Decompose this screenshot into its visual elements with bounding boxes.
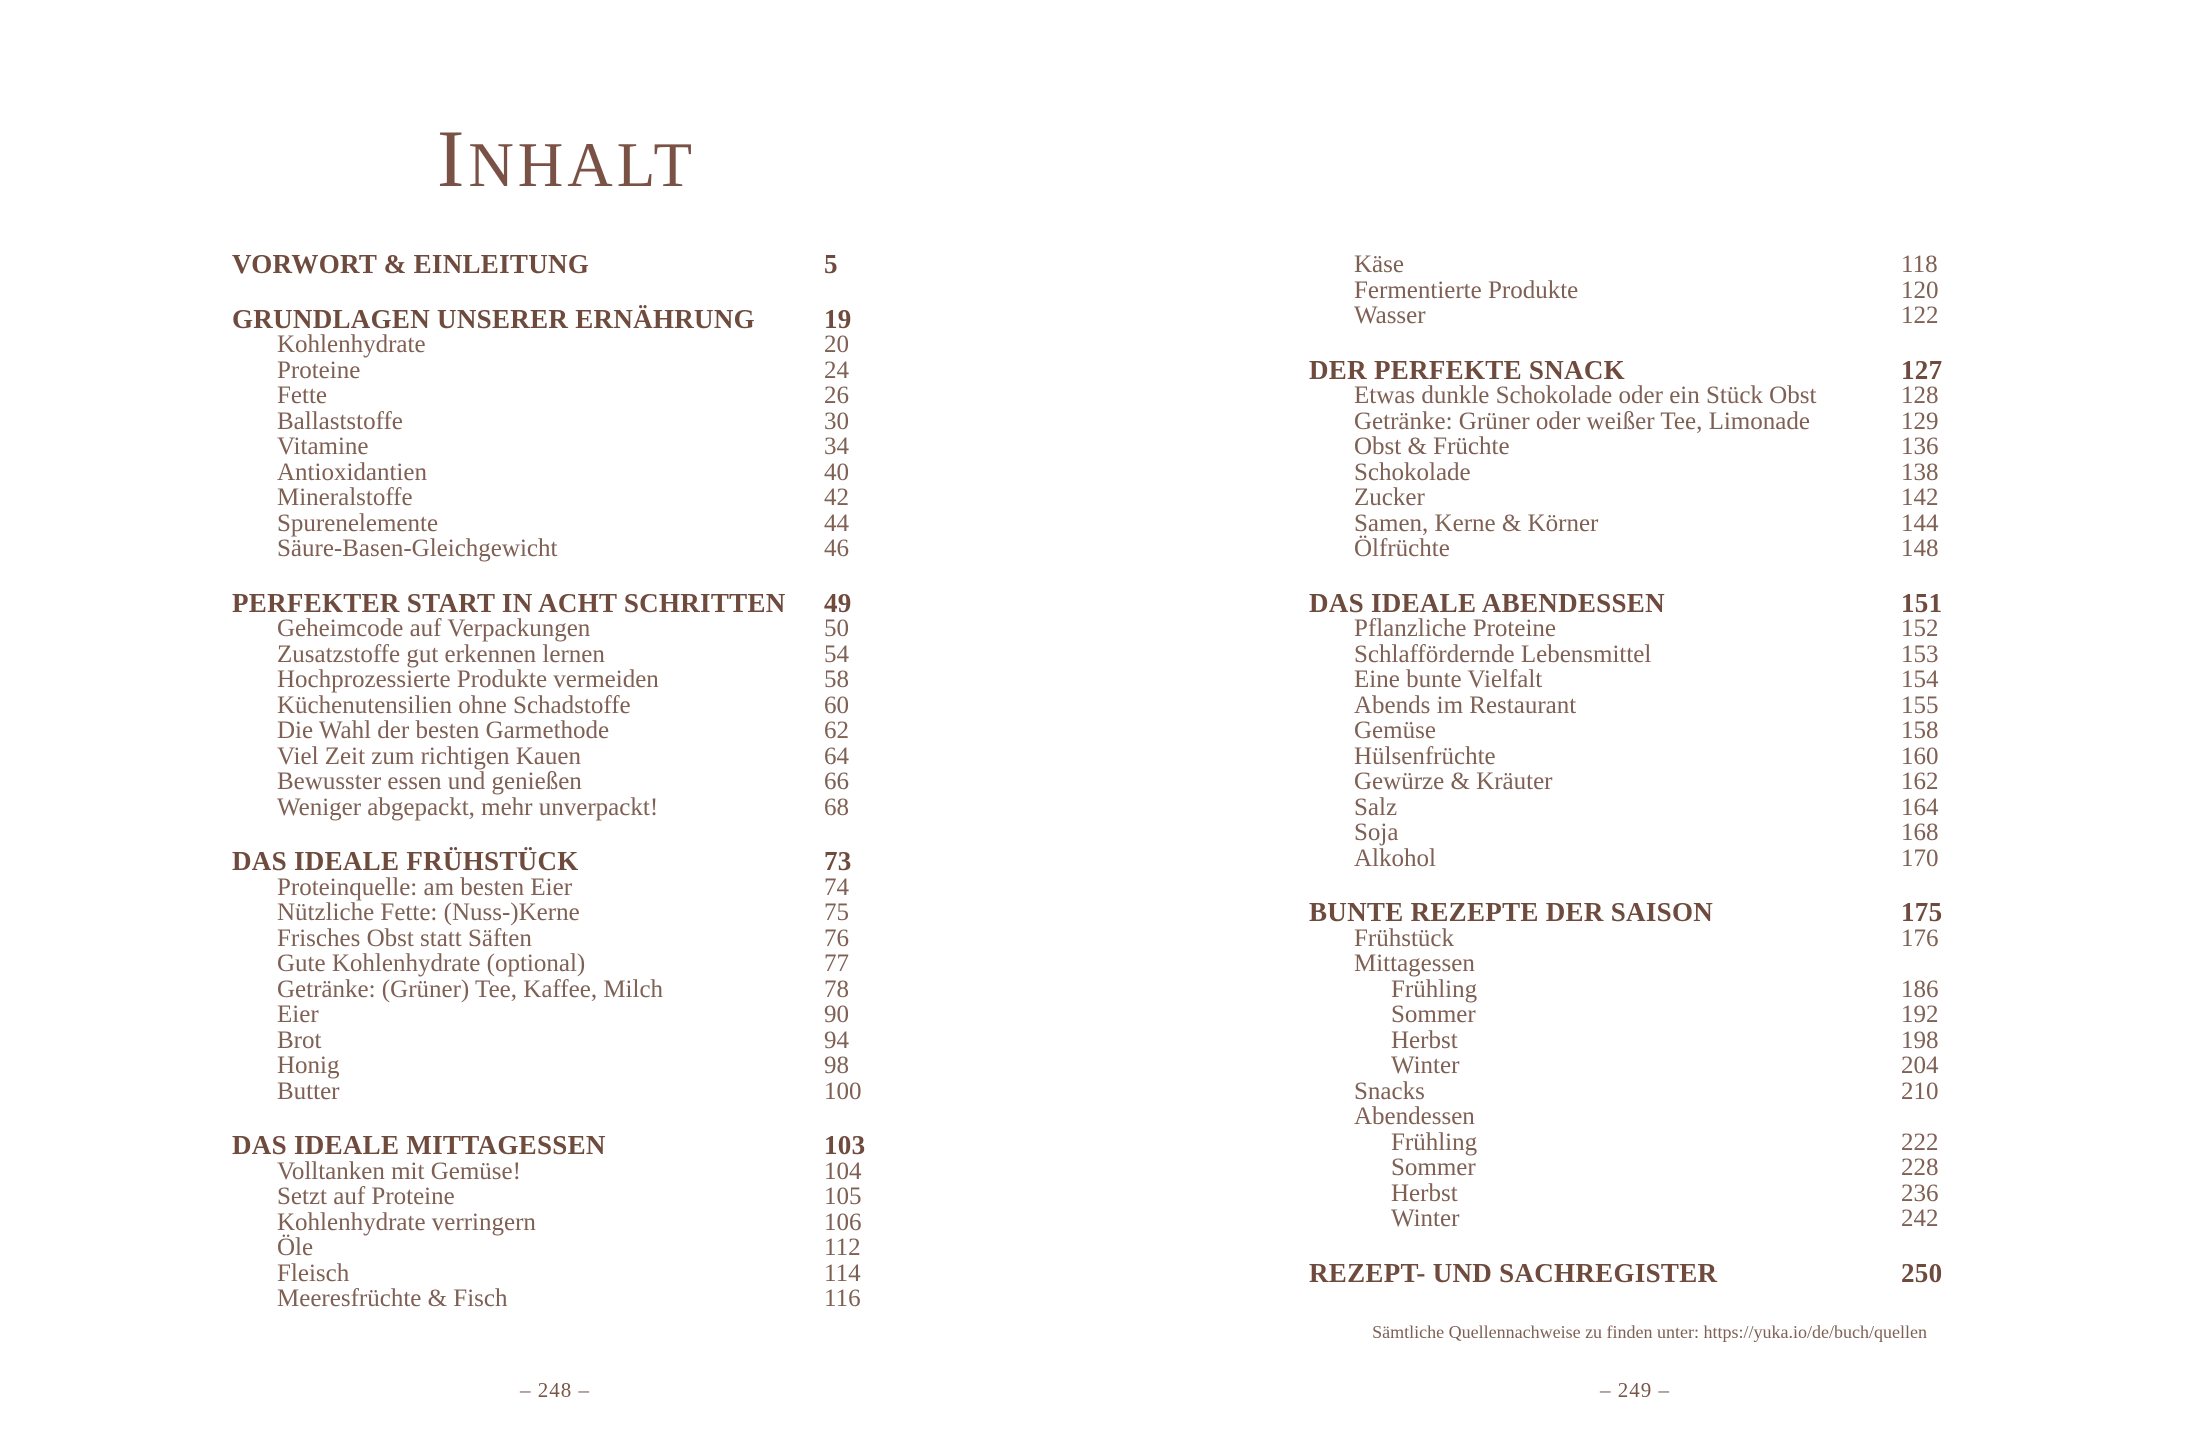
toc-entry-page: 60 xyxy=(824,691,849,719)
toc-entry-page: 228 xyxy=(1901,1154,1939,1181)
toc-row xyxy=(1309,303,2029,329)
toc-entry-page: 155 xyxy=(1901,691,1939,719)
toc-entry-page: 105 xyxy=(824,1183,862,1210)
toc-row xyxy=(232,1184,932,1210)
toc-entry-label: Proteinquelle: am besten Eier xyxy=(277,873,573,901)
toc-entry-page: 68 xyxy=(824,793,849,821)
toc-entry-page: 112 xyxy=(824,1234,861,1261)
toc-row xyxy=(1309,1130,2029,1156)
toc-row xyxy=(1309,1028,2029,1054)
toc-section-title: PERFEKTER START IN ACHT SCHRITTEN xyxy=(232,587,786,618)
toc-row xyxy=(232,358,932,384)
toc-entry-label: Frühling xyxy=(1391,1128,1478,1156)
toc-row xyxy=(1309,693,2029,719)
toc-entry-page: 168 xyxy=(1901,819,1939,846)
toc-entry-label: Die Wahl der besten Garmethode xyxy=(277,717,610,744)
toc-entry-label: Vitamine xyxy=(277,433,369,460)
toc-entry-page: 158 xyxy=(1901,717,1939,744)
toc-entry-page: 40 xyxy=(824,458,849,486)
toc-row xyxy=(232,409,932,435)
footnote: Sämtliche Quellennachweise zu finden unter: https://yuka.io/de/buch/quellen xyxy=(1372,1322,1927,1342)
toc-entry-label: Zucker xyxy=(1354,484,1425,511)
toc-row xyxy=(232,875,932,901)
toc-entry-page: 204 xyxy=(1901,1052,1939,1079)
toc-section-title: DAS IDEALE MITTAGESSEN xyxy=(232,1130,606,1160)
toc-entry-page: 128 xyxy=(1901,382,1939,409)
toc-entry-label: Fleisch xyxy=(277,1259,350,1287)
toc-section-header xyxy=(1309,1257,2029,1288)
toc-entry-label: Fette xyxy=(277,382,327,409)
toc-row xyxy=(1309,642,2029,668)
toc-section xyxy=(232,249,932,279)
toc-section-title: REZEPT- UND SACHREGISTER xyxy=(1309,1257,1718,1288)
toc-row xyxy=(232,900,932,926)
page-number-left: – 248 – xyxy=(520,1378,590,1402)
toc-entry-label: Soja xyxy=(1354,819,1399,846)
toc-row xyxy=(1309,718,2029,744)
toc-entry-label: Setzt auf Proteine xyxy=(277,1183,455,1210)
toc-row xyxy=(232,693,932,719)
toc-entry-label: Abendessen xyxy=(1354,1103,1475,1130)
toc-entry-label: Meeresfrüchte & Fisch xyxy=(277,1285,508,1312)
toc-entry-label: Abends im Restaurant xyxy=(1354,691,1577,719)
toc-entry-page: 236 xyxy=(1901,1179,1939,1207)
toc-entry-page: 242 xyxy=(1901,1205,1939,1232)
toc-entry-page: 164 xyxy=(1901,793,1939,821)
toc-entry-page: 154 xyxy=(1901,666,1939,693)
toc-entry-label: Eine bunte Vielfalt xyxy=(1354,666,1543,693)
toc-row xyxy=(1309,434,2029,460)
toc-entry-page: 30 xyxy=(824,407,849,435)
toc-entry-page: 138 xyxy=(1901,458,1939,486)
toc-entry-page: 118 xyxy=(1901,251,1938,278)
toc-row xyxy=(1309,769,2029,795)
toc-row xyxy=(232,332,932,358)
toc-entry-label: Honig xyxy=(277,1052,340,1079)
toc-entry-label: Obst & Früchte xyxy=(1354,433,1510,460)
toc-row xyxy=(1309,409,2029,435)
toc-entry-label: Säure-Basen-Gleichgewicht xyxy=(277,535,558,562)
toc-entry-page: 94 xyxy=(824,1026,849,1054)
page-title xyxy=(437,113,696,204)
toc-entry-page: 210 xyxy=(1901,1077,1939,1105)
toc-row xyxy=(232,769,932,795)
toc-row xyxy=(232,1159,932,1185)
toc-section xyxy=(1309,587,2029,872)
toc-entry-label: Gewürze & Kräuter xyxy=(1354,768,1553,795)
toc-row xyxy=(1309,460,2029,486)
toc-entry-label: Nützliche Fette: (Nuss-)Kerne xyxy=(277,899,580,926)
toc-entry-label: Getränke: (Grüner) Tee, Kaffee, Milch xyxy=(277,975,664,1003)
toc-row xyxy=(232,667,932,693)
toc-row xyxy=(1309,1002,2029,1028)
toc-section-page: 151 xyxy=(1901,587,1943,618)
toc-row xyxy=(232,1210,932,1236)
toc-entry-label: Alkohol xyxy=(1354,844,1436,872)
toc-section xyxy=(1309,354,2029,562)
toc-row xyxy=(232,1235,932,1261)
toc-entry-label: Sommer xyxy=(1391,1154,1476,1181)
toc-entry-label: Herbst xyxy=(1391,1026,1458,1054)
toc-right-column xyxy=(1309,252,2029,1286)
toc-entry-label: Butter xyxy=(277,1077,340,1105)
toc-entry-page: 129 xyxy=(1901,407,1939,435)
toc-entry-label: Kohlenhydrate xyxy=(277,331,426,358)
toc-row xyxy=(232,616,932,642)
toc-entry-page: 54 xyxy=(824,640,849,668)
toc-entry-page: 78 xyxy=(824,975,849,1003)
toc-section-page: 103 xyxy=(824,1130,866,1160)
toc-row xyxy=(232,1002,932,1028)
toc-entry-page: 76 xyxy=(824,924,849,952)
toc-entry-page: 104 xyxy=(824,1157,862,1185)
toc-entry-label: Weniger abgepackt, mehr unverpackt! xyxy=(277,793,659,821)
toc-entry-label: Ölfrüchte xyxy=(1354,535,1450,562)
page-title-initial: I xyxy=(437,113,469,204)
toc-entry-page: 66 xyxy=(824,768,849,795)
toc-row xyxy=(232,460,932,486)
toc-entry-page: 136 xyxy=(1901,433,1939,460)
toc-section-header xyxy=(1309,897,2029,927)
toc-row xyxy=(1309,667,2029,693)
toc-row xyxy=(232,434,932,460)
toc-entry-label: Schokolade xyxy=(1354,458,1471,486)
toc-section-page: 250 xyxy=(1901,1257,1943,1288)
toc-entry-label: Snacks xyxy=(1354,1077,1425,1105)
toc-entry-label: Spurenelemente xyxy=(277,509,439,537)
toc-section-page: 127 xyxy=(1901,354,1943,385)
page-title-rest: NHALT xyxy=(468,130,696,200)
toc-section xyxy=(232,587,932,821)
toc-row xyxy=(1309,1053,2029,1079)
toc-entry-label: Zusatzstoffe gut erkennen lernen xyxy=(277,640,605,668)
toc-entry-label: Getränke: Grüner oder weißer Tee, Limonade xyxy=(1354,407,1810,435)
toc-section-header xyxy=(232,587,932,618)
toc-entry-page: 75 xyxy=(824,899,849,926)
toc-entry-page: 100 xyxy=(824,1077,862,1105)
toc-entry-page: 122 xyxy=(1901,302,1939,329)
toc-section xyxy=(232,1130,932,1312)
toc-entry-page: 64 xyxy=(824,742,849,770)
toc-row xyxy=(232,795,932,821)
toc-row xyxy=(232,977,932,1003)
toc-entry-label: Ballaststoffe xyxy=(277,407,403,435)
toc-row xyxy=(1309,951,2029,977)
toc-entry-label: Öle xyxy=(277,1234,314,1261)
toc-entry-label: Mineralstoffe xyxy=(277,484,413,511)
toc-row xyxy=(232,536,932,562)
toc-row xyxy=(1309,1104,2029,1130)
toc-row xyxy=(232,718,932,744)
toc-row xyxy=(1309,1155,2029,1181)
toc-row xyxy=(232,744,932,770)
toc-section xyxy=(232,303,932,562)
toc-row xyxy=(1309,1206,2029,1232)
toc-section-header xyxy=(1309,587,2029,618)
toc-entry-page: 142 xyxy=(1901,484,1939,511)
toc-entry-label: Winter xyxy=(1391,1205,1460,1232)
toc-entry-label: Frühling xyxy=(1391,975,1478,1003)
toc-row xyxy=(1309,536,2029,562)
toc-entry-label: Hülsenfrüchte xyxy=(1354,742,1496,770)
toc-entry-label: Kohlenhydrate verringern xyxy=(277,1208,536,1236)
toc-section-title: DAS IDEALE ABENDESSEN xyxy=(1309,587,1665,618)
toc-entry-label: Etwas dunkle Schokolade oder ein Stück Obst xyxy=(1354,382,1817,409)
toc-row xyxy=(1309,511,2029,537)
page-number-right: – 249 – xyxy=(1600,1378,1670,1402)
toc-row xyxy=(1309,820,2029,846)
toc-entry-page: 20 xyxy=(824,331,849,358)
toc-row xyxy=(1309,1079,2029,1105)
toc-entry-label: Pflanzliche Proteine xyxy=(1354,615,1557,642)
toc-entry-page: 153 xyxy=(1901,640,1939,668)
toc-entry-label: Frühstück xyxy=(1354,924,1454,952)
toc-entry-label: Eier xyxy=(277,1001,319,1028)
toc-entry-label: Viel Zeit zum richtigen Kauen xyxy=(277,742,581,770)
toc-entry-label: Fermentierte Produkte xyxy=(1354,276,1579,304)
toc-entry-page: 24 xyxy=(824,356,849,384)
toc-row xyxy=(1309,846,2029,872)
toc-row xyxy=(232,485,932,511)
toc-entry-label: Sommer xyxy=(1391,1001,1476,1028)
toc-entry-page: 148 xyxy=(1901,535,1939,562)
toc-row xyxy=(232,1053,932,1079)
toc-entry-page: 198 xyxy=(1901,1026,1939,1054)
toc-row xyxy=(1309,616,2029,642)
toc-entry-label: Herbst xyxy=(1391,1179,1458,1207)
toc-section-page: 49 xyxy=(824,587,852,618)
toc-entry-page: 74 xyxy=(824,873,849,901)
toc-entry-page: 34 xyxy=(824,433,849,460)
toc-entry-page: 192 xyxy=(1901,1001,1939,1028)
toc-row xyxy=(1309,926,2029,952)
toc-entry-page: 160 xyxy=(1901,742,1939,770)
toc-entry-page: 98 xyxy=(824,1052,849,1079)
toc-row xyxy=(232,642,932,668)
toc-row xyxy=(1309,744,2029,770)
toc-entry-label: Winter xyxy=(1391,1052,1460,1079)
toc-row xyxy=(232,383,932,409)
toc-entry-page: 152 xyxy=(1901,615,1939,642)
toc-section xyxy=(1309,1257,2029,1288)
toc-section-page: 19 xyxy=(824,303,852,334)
toc-entry-label: Gute Kohlenhydrate (optional) xyxy=(277,950,586,977)
toc-entry-label: Brot xyxy=(277,1026,322,1054)
toc-section xyxy=(232,846,932,1105)
toc-section-title: GRUNDLAGEN UNSERER ERNÄHRUNG xyxy=(232,303,755,334)
toc-section-page: 175 xyxy=(1901,897,1943,927)
toc-entry-page: 170 xyxy=(1901,844,1939,872)
toc-entry-label: Küchenutensilien ohne Schadstoffe xyxy=(277,691,631,719)
toc-entry-page: 77 xyxy=(824,950,849,977)
toc-entry-label: Salz xyxy=(1354,793,1398,821)
toc-row xyxy=(232,511,932,537)
toc-entry-page: 42 xyxy=(824,484,849,511)
toc-row xyxy=(1309,485,2029,511)
toc-entry-page: 58 xyxy=(824,666,849,693)
toc-row xyxy=(1309,1181,2029,1207)
toc-entry-label: Samen, Kerne & Körner xyxy=(1354,509,1599,537)
toc-entry-page: 46 xyxy=(824,535,849,562)
toc-entry-page: 44 xyxy=(824,509,849,537)
toc-row xyxy=(232,1286,932,1312)
toc-entry-label: Mittagessen xyxy=(1354,950,1475,977)
toc-row xyxy=(1309,977,2029,1003)
toc-section xyxy=(1309,897,2029,1232)
toc-entry-page: 116 xyxy=(824,1285,861,1312)
toc-entry-label: Volltanken mit Gemüse! xyxy=(277,1157,521,1185)
toc-section-header xyxy=(232,303,932,334)
toc-entry-label: Käse xyxy=(1354,251,1404,278)
toc-section-header xyxy=(232,846,932,876)
toc-row xyxy=(232,1261,932,1287)
toc-entry-label: Wasser xyxy=(1354,302,1426,329)
toc-entry-page: 222 xyxy=(1901,1128,1939,1156)
toc-section-header xyxy=(232,1130,932,1160)
toc-entry-label: Antioxidantien xyxy=(277,458,427,486)
toc-entry-page: 106 xyxy=(824,1208,862,1236)
toc-section-page: 5 xyxy=(824,249,838,279)
toc-section-title: BUNTE REZEPTE DER SAISON xyxy=(1309,897,1714,927)
toc-row xyxy=(1309,278,2029,304)
toc-section xyxy=(1309,252,2029,329)
toc-entry-page: 144 xyxy=(1901,509,1939,537)
toc-row xyxy=(232,1079,932,1105)
toc-row xyxy=(232,951,932,977)
toc-section-title: DAS IDEALE FRÜHSTÜCK xyxy=(232,846,579,876)
toc-row xyxy=(1309,383,2029,409)
toc-section-title: VORWORT & EINLEITUNG xyxy=(232,249,590,279)
toc-entry-label: Frisches Obst statt Säften xyxy=(277,924,532,952)
toc-entry-page: 176 xyxy=(1901,924,1939,952)
toc-entry-label: Schlaffördernde Lebensmittel xyxy=(1354,640,1652,668)
toc-entry-page: 62 xyxy=(824,717,849,744)
toc-entry-page: 26 xyxy=(824,382,849,409)
toc-entry-page: 90 xyxy=(824,1001,849,1028)
toc-row xyxy=(232,926,932,952)
toc-entry-label: Gemüse xyxy=(1354,717,1436,744)
toc-row xyxy=(1309,252,2029,278)
toc-entry-label: Hochprozessierte Produkte vermeiden xyxy=(277,666,659,693)
toc-entry-label: Proteine xyxy=(277,356,361,384)
toc-entry-label: Geheimcode auf Verpackungen xyxy=(277,615,591,642)
toc-left-column xyxy=(232,249,932,1312)
toc-entry-page: 162 xyxy=(1901,768,1939,795)
toc-section-header xyxy=(1309,354,2029,385)
toc-entry-page: 114 xyxy=(824,1259,861,1287)
toc-row xyxy=(232,1028,932,1054)
toc-row xyxy=(1309,795,2029,821)
toc-section-header xyxy=(232,249,932,279)
toc-entry-page: 50 xyxy=(824,615,849,642)
toc-section-page: 73 xyxy=(824,846,852,876)
toc-entry-page: 120 xyxy=(1901,276,1939,304)
toc-section-title: DER PERFEKTE SNACK xyxy=(1309,354,1625,385)
toc-entry-page: 186 xyxy=(1901,975,1939,1003)
toc-entry-label: Bewusster essen und genießen xyxy=(277,768,582,795)
